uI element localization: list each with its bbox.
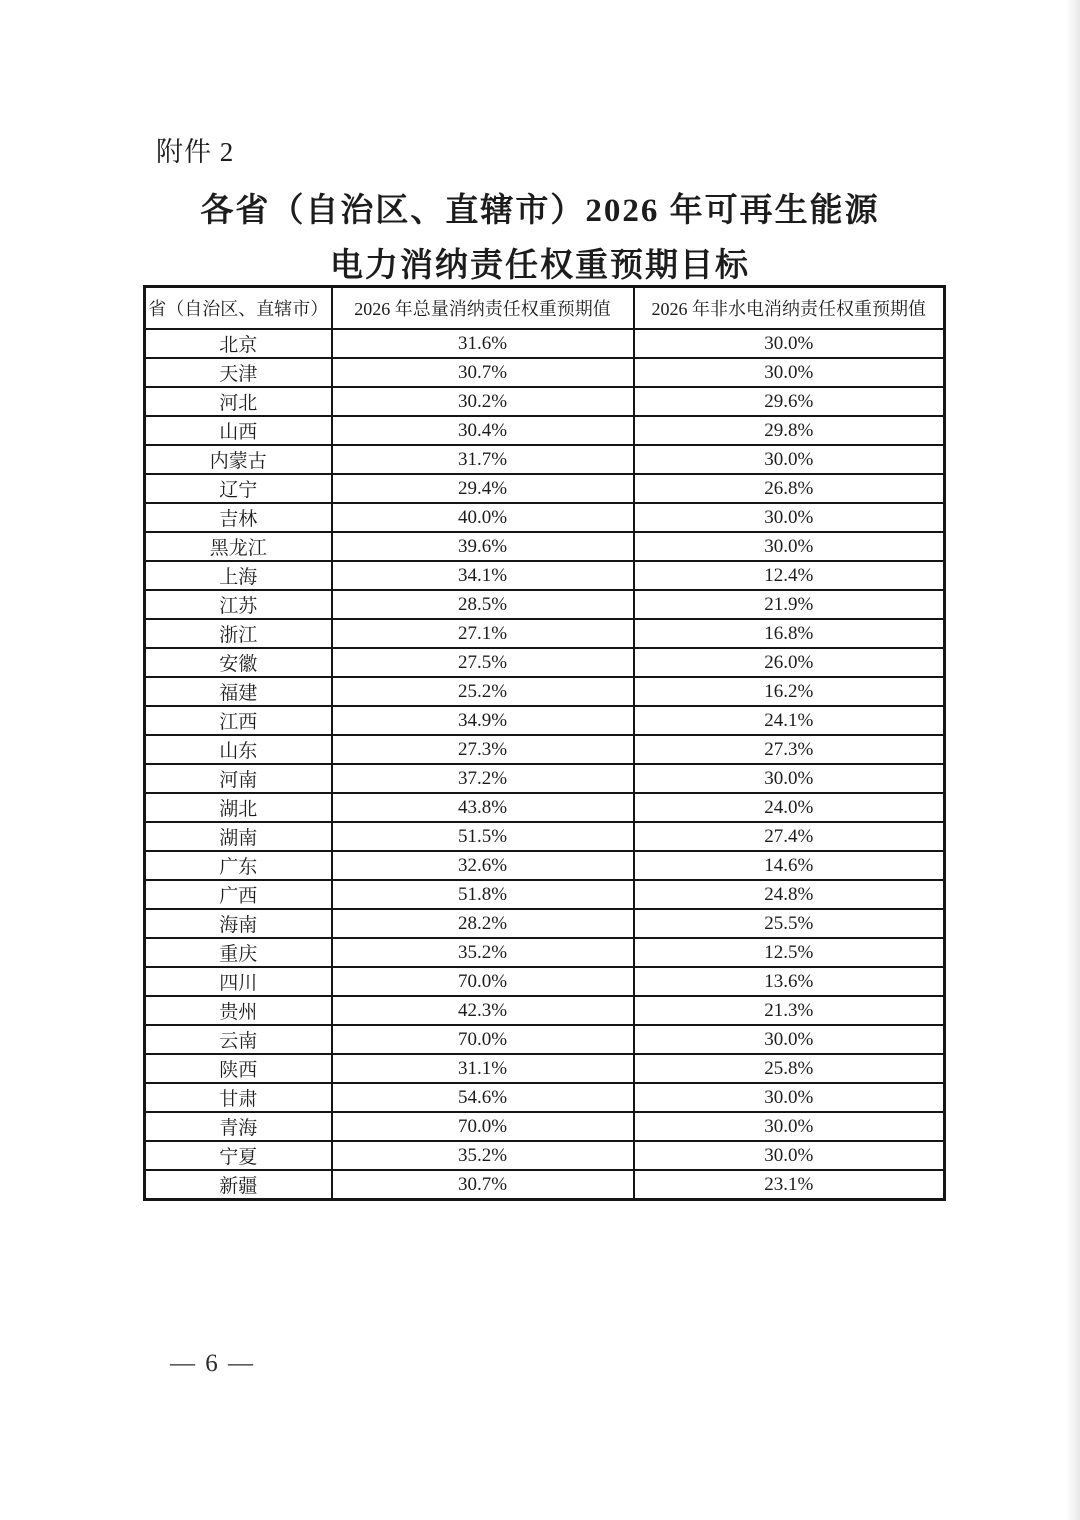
province-cell: 浙江 — [145, 619, 332, 648]
province-cell: 甘肃 — [145, 1083, 332, 1112]
non-hydro-weight-cell: 24.8% — [634, 880, 945, 909]
table-row — [145, 793, 945, 822]
non-hydro-weight-cell: 16.8% — [634, 619, 945, 648]
total-weight-cell: 32.6% — [332, 851, 634, 880]
non-hydro-weight-cell: 30.0% — [634, 503, 945, 532]
table-row — [145, 938, 945, 967]
non-hydro-weight-cell: 14.6% — [634, 851, 945, 880]
total-weight-cell: 25.2% — [332, 677, 634, 706]
total-weight-cell: 27.5% — [332, 648, 634, 677]
total-weight-cell: 39.6% — [332, 532, 634, 561]
non-hydro-weight-cell: 12.4% — [634, 561, 945, 590]
table-row — [145, 1054, 945, 1083]
non-hydro-weight-cell: 25.8% — [634, 1054, 945, 1083]
total-weight-cell: 37.2% — [332, 764, 634, 793]
document-title-line1: 各省（自治区、直辖市）2026 年可再生能源 — [200, 193, 880, 229]
non-hydro-weight-cell: 16.2% — [634, 677, 945, 706]
total-weight-cell: 28.5% — [332, 590, 634, 619]
non-hydro-weight-cell: 21.9% — [634, 590, 945, 619]
table-row — [145, 474, 945, 503]
province-cell: 海南 — [145, 909, 332, 938]
total-weight-cell: 27.3% — [332, 735, 634, 764]
table-row — [145, 619, 945, 648]
non-hydro-weight-cell: 13.6% — [634, 967, 945, 996]
province-cell: 安徽 — [145, 648, 332, 677]
province-cell: 湖北 — [145, 793, 332, 822]
province-cell: 云南 — [145, 1025, 332, 1054]
non-hydro-weight-cell: 24.1% — [634, 706, 945, 735]
total-weight-cell: 31.1% — [332, 1054, 634, 1083]
total-weight-cell: 34.9% — [332, 706, 634, 735]
province-cell: 陕西 — [145, 1054, 332, 1083]
total-weight-cell: 30.7% — [332, 1170, 634, 1200]
document-title-line2: 电力消纳责任权重预期目标 — [330, 248, 750, 284]
total-weight-cell: 54.6% — [332, 1083, 634, 1112]
total-weight-cell: 51.8% — [332, 880, 634, 909]
province-cell: 贵州 — [145, 996, 332, 1025]
non-hydro-weight-cell: 30.0% — [634, 1025, 945, 1054]
table-row — [145, 764, 945, 793]
province-cell: 内蒙古 — [145, 445, 332, 474]
table-row — [145, 1170, 945, 1200]
table-row — [145, 648, 945, 677]
province-cell: 山东 — [145, 735, 332, 764]
table-row — [145, 329, 945, 358]
non-hydro-weight-cell: 27.4% — [634, 822, 945, 851]
column-header: 2026 年总量消纳责任权重预期值 — [332, 287, 634, 330]
province-cell: 广东 — [145, 851, 332, 880]
province-cell: 黑龙江 — [145, 532, 332, 561]
table-body — [145, 329, 945, 1200]
province-cell: 上海 — [145, 561, 332, 590]
table-row — [145, 387, 945, 416]
province-cell: 广西 — [145, 880, 332, 909]
table-header-row — [145, 287, 945, 330]
table-row — [145, 822, 945, 851]
table-row — [145, 880, 945, 909]
table-row — [145, 1025, 945, 1054]
table-row — [145, 996, 945, 1025]
table-row — [145, 503, 945, 532]
total-weight-cell: 27.1% — [332, 619, 634, 648]
province-cell: 江西 — [145, 706, 332, 735]
non-hydro-weight-cell: 29.8% — [634, 416, 945, 445]
non-hydro-weight-cell: 30.0% — [634, 1083, 945, 1112]
table-header — [145, 287, 945, 330]
province-cell: 四川 — [145, 967, 332, 996]
table-row — [145, 735, 945, 764]
table-row — [145, 1141, 945, 1170]
province-cell: 湖南 — [145, 822, 332, 851]
non-hydro-weight-cell: 26.8% — [634, 474, 945, 503]
total-weight-cell: 40.0% — [332, 503, 634, 532]
province-cell: 重庆 — [145, 938, 332, 967]
total-weight-cell: 31.6% — [332, 329, 634, 358]
table-row — [145, 561, 945, 590]
table-row — [145, 909, 945, 938]
province-cell: 山西 — [145, 416, 332, 445]
attachment-label: 附件 2 — [156, 137, 235, 167]
total-weight-cell: 30.7% — [332, 358, 634, 387]
non-hydro-weight-cell: 30.0% — [634, 329, 945, 358]
total-weight-cell: 34.1% — [332, 561, 634, 590]
province-cell: 北京 — [145, 329, 332, 358]
total-weight-cell: 35.2% — [332, 1141, 634, 1170]
table-row — [145, 445, 945, 474]
total-weight-cell: 51.5% — [332, 822, 634, 851]
non-hydro-weight-cell: 21.3% — [634, 996, 945, 1025]
total-weight-cell: 30.4% — [332, 416, 634, 445]
non-hydro-weight-cell: 30.0% — [634, 532, 945, 561]
total-weight-cell: 42.3% — [332, 996, 634, 1025]
province-cell: 辽宁 — [145, 474, 332, 503]
document-title — [0, 184, 1080, 294]
total-weight-cell: 70.0% — [332, 1025, 634, 1054]
total-weight-cell: 28.2% — [332, 909, 634, 938]
non-hydro-weight-cell: 30.0% — [634, 358, 945, 387]
table-row — [145, 706, 945, 735]
table-row — [145, 677, 945, 706]
non-hydro-weight-cell: 29.6% — [634, 387, 945, 416]
table-row — [145, 1083, 945, 1112]
province-cell: 青海 — [145, 1112, 332, 1141]
province-cell: 新疆 — [145, 1170, 332, 1200]
column-header: 2026 年非水电消纳责任权重预期值 — [634, 287, 945, 330]
table-row — [145, 967, 945, 996]
non-hydro-weight-cell: 30.0% — [634, 1141, 945, 1170]
table-row — [145, 1112, 945, 1141]
table-row — [145, 851, 945, 880]
province-cell: 福建 — [145, 677, 332, 706]
total-weight-cell: 29.4% — [332, 474, 634, 503]
consumption-weight-table — [143, 285, 946, 1201]
table-row — [145, 358, 945, 387]
non-hydro-weight-cell: 12.5% — [634, 938, 945, 967]
table-row — [145, 532, 945, 561]
province-cell: 河北 — [145, 387, 332, 416]
total-weight-cell: 70.0% — [332, 967, 634, 996]
province-cell: 宁夏 — [145, 1141, 332, 1170]
non-hydro-weight-cell: 27.3% — [634, 735, 945, 764]
non-hydro-weight-cell: 30.0% — [634, 1112, 945, 1141]
non-hydro-weight-cell: 26.0% — [634, 648, 945, 677]
total-weight-cell: 35.2% — [332, 938, 634, 967]
table-row — [145, 416, 945, 445]
total-weight-cell: 70.0% — [332, 1112, 634, 1141]
page-number: — 6 — — [170, 1350, 255, 1377]
province-cell: 江苏 — [145, 590, 332, 619]
column-header: 省（自治区、直辖市） — [145, 287, 332, 330]
total-weight-cell: 30.2% — [332, 387, 634, 416]
total-weight-cell: 31.7% — [332, 445, 634, 474]
non-hydro-weight-cell: 30.0% — [634, 764, 945, 793]
province-cell: 吉林 — [145, 503, 332, 532]
province-cell: 河南 — [145, 764, 332, 793]
table-row — [145, 590, 945, 619]
total-weight-cell: 43.8% — [332, 793, 634, 822]
non-hydro-weight-cell: 30.0% — [634, 445, 945, 474]
province-cell: 天津 — [145, 358, 332, 387]
non-hydro-weight-cell: 25.5% — [634, 909, 945, 938]
non-hydro-weight-cell: 24.0% — [634, 793, 945, 822]
non-hydro-weight-cell: 23.1% — [634, 1170, 945, 1200]
